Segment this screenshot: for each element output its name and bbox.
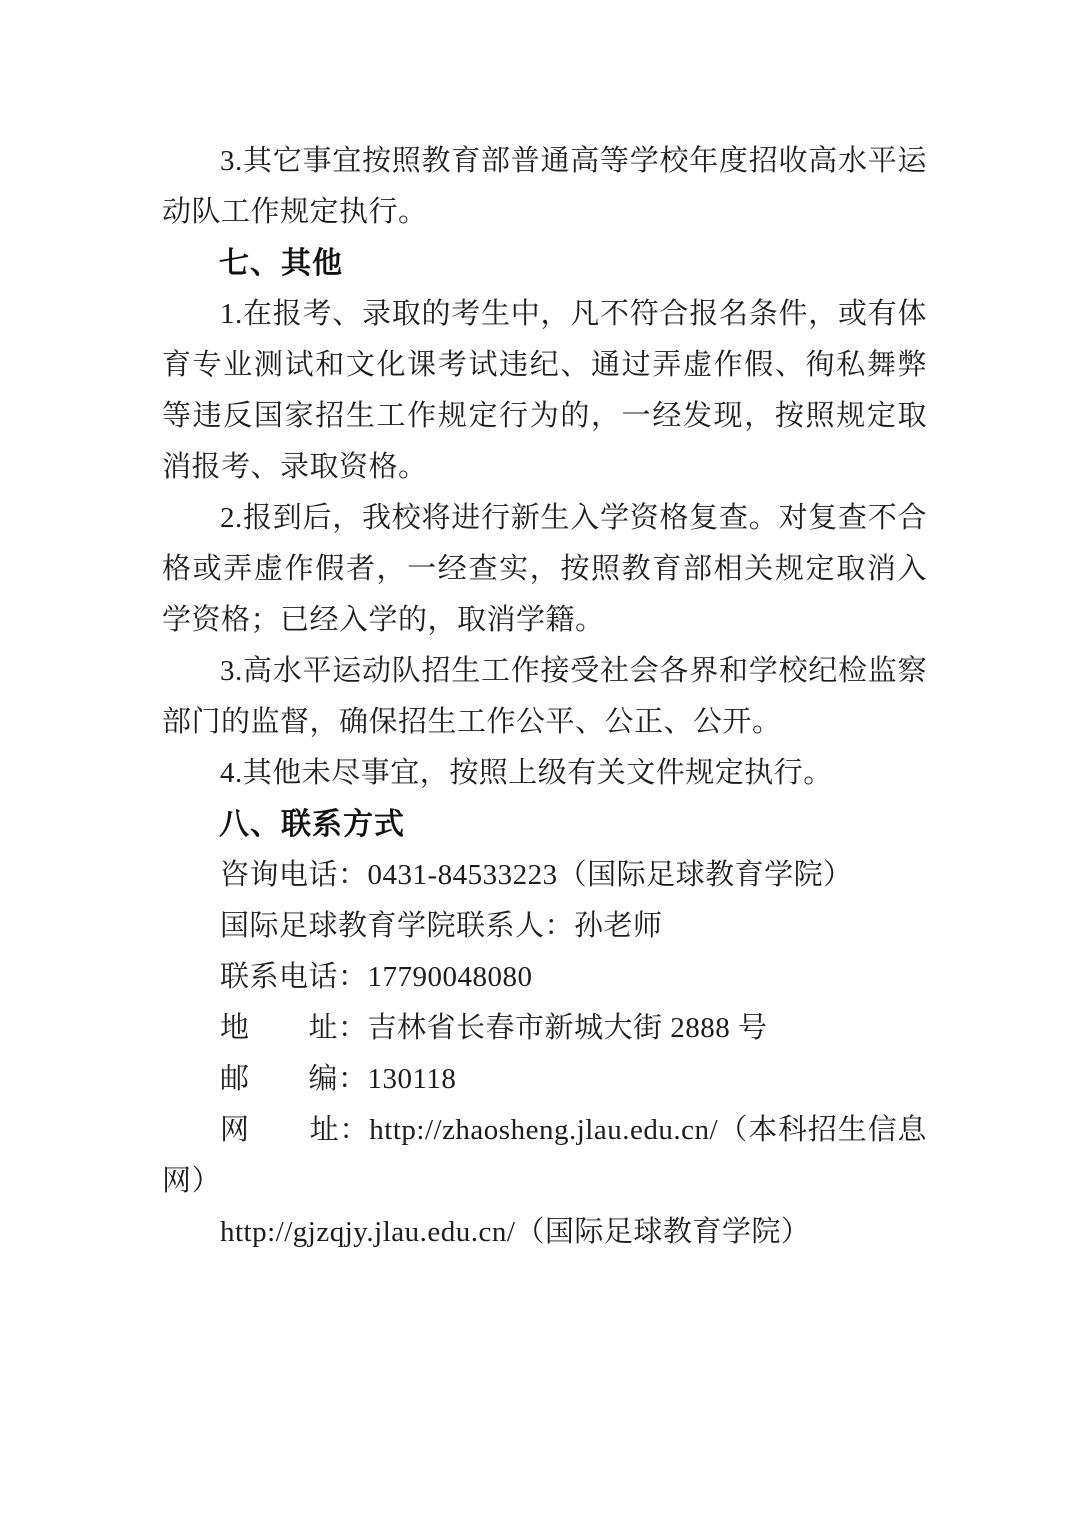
contact-website-line: 网 址：http://zhaosheng.jlau.edu.cn/（本科招生信息网）	[162, 1114, 927, 1197]
others-item-4: 4.其他未尽事宜，按照上级有关文件规定执行。	[220, 757, 833, 789]
others-item-2: 2.报到后，我校将进行新生入学资格复查。对复查不合格或弄虚作假者，一经查实，按照教育部相关规定取消入学资格；已经入学的，取消学籍。	[162, 502, 927, 636]
section-heading-contact: 八、联系方式	[219, 808, 405, 841]
paragraph-regulation-note: 3.其它事宜按照教育部普通高等学校年度招收高水平运动队工作规定执行。	[162, 145, 927, 228]
contact-phone-line: 咨询电话：0431-84533223（国际足球教育学院）	[220, 859, 853, 891]
others-item-3: 3.高水平运动队招生工作接受社会各界和学校纪检监察部门的监督，确保招生工作公平、公正、公开。	[162, 655, 927, 738]
others-item-1: 1.在报考、录取的考生中，凡不符合报名条件，或有体育专业测试和文化课考试违纪、通过弄虚作假、徇私舞弊等违反国家招生工作规定行为的，一经发现，按照规定取消报考、录取资格。	[162, 298, 927, 483]
section-heading-others: 七、其他	[219, 247, 343, 280]
contact-zipcode-line: 邮 编：130118	[220, 1063, 457, 1095]
contact-address-line: 地 址：吉林省长春市新城大街 2888 号	[220, 1012, 768, 1044]
contact-website-secondary-line: http://gjzqjy.jlau.edu.cn/（国际足球教育学院）	[220, 1216, 811, 1248]
contact-person-line: 国际足球教育学院联系人：孙老师	[220, 910, 663, 942]
contact-mobile-line: 联系电话：17790048080	[220, 961, 533, 993]
